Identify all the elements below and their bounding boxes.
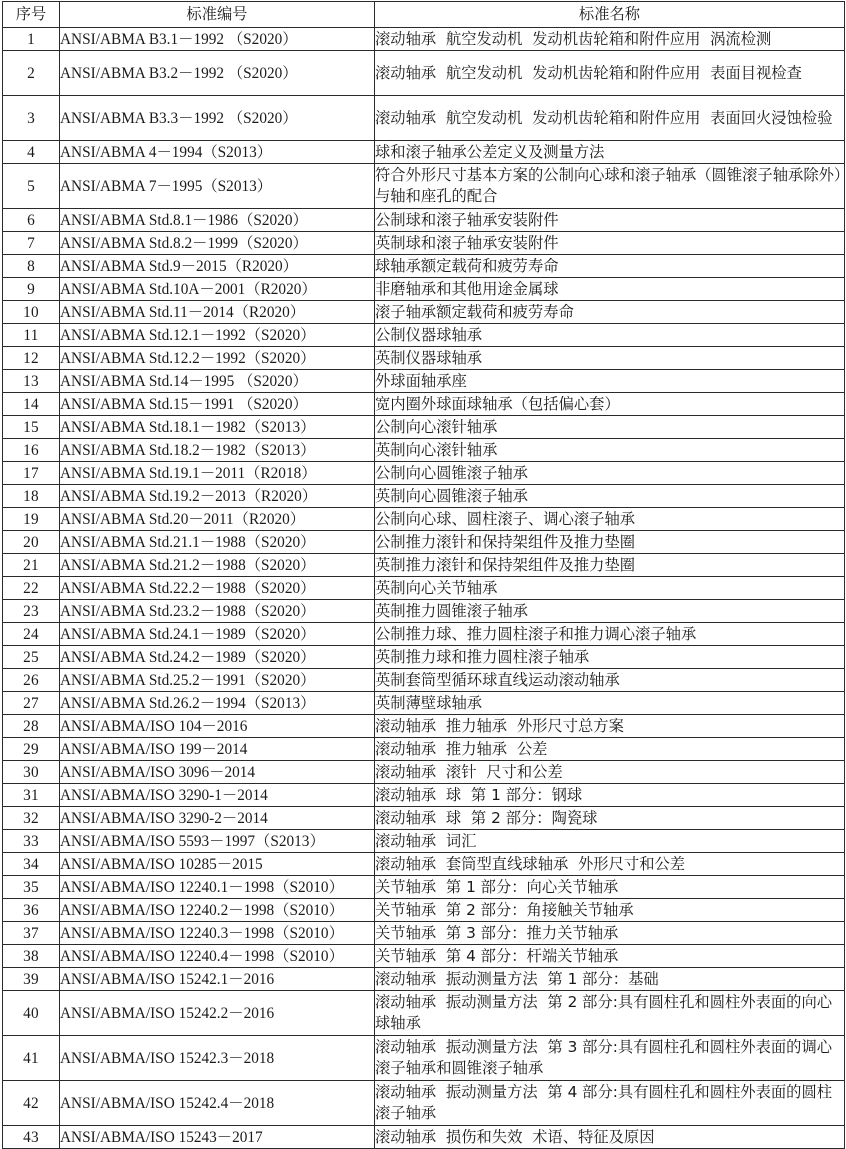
cell-standard-name: 非磨轴承和其他用途金属球 [375,278,845,301]
cell-standard-number: ANSI/ABMA Std.9－2015（R2020） [60,255,375,278]
table-row [3,531,845,554]
cell-standard-name: 球轴承额定载荷和疲劳寿命 [375,255,845,278]
cell-standard-number: ANSI/ABMA Std.14－1995 （S2020） [60,370,375,393]
cell-no: 1 [3,28,60,51]
cell-standard-name: 英制推力滚针和保持架组件及推力垫圈 [375,554,845,577]
cell-standard-name: 关节轴承 第 4 部分：杆端关节轴承 [375,945,845,968]
cell-no: 10 [3,301,60,324]
table-row [3,508,845,531]
cell-standard-number: ANSI/ABMA Std.25.2－1991（S2020） [60,669,375,692]
cell-standard-number: ANSI/ABMA Std.19.1－2011（R2018） [60,462,375,485]
table-row [3,876,845,899]
cell-standard-number: ANSI/ABMA B3.2－1992 （S2020） [60,51,375,96]
table-row [3,623,845,646]
table-row [3,416,845,439]
cell-no: 36 [3,899,60,922]
cell-standard-name: 公制推力球、推力圆柱滚子和推力调心滚子轴承 [375,623,845,646]
cell-standard-number: ANSI/ABMA Std.12.1－1992（S2020） [60,324,375,347]
table-row [3,51,845,96]
table-row [3,278,845,301]
cell-no: 15 [3,416,60,439]
cell-no: 35 [3,876,60,899]
cell-standard-name: 英制仪器球轴承 [375,347,845,370]
table-row [3,1126,845,1149]
table-row [3,370,845,393]
cell-no: 21 [3,554,60,577]
cell-standard-name: 英制向心关节轴承 [375,577,845,600]
cell-no: 4 [3,141,60,164]
column-header-name: 标准名称 [375,2,845,28]
cell-no: 41 [3,1036,60,1081]
cell-standard-number: ANSI/ABMA B3.1－1992 （S2020） [60,28,375,51]
cell-no: 40 [3,991,60,1036]
cell-no: 37 [3,922,60,945]
cell-standard-name: 滚动轴承 损伤和失效 术语、特征及原因 [375,1126,845,1149]
cell-no: 28 [3,715,60,738]
cell-standard-number: ANSI/ABMA/ISO 3290-2－2014 [60,807,375,830]
cell-standard-name: 球和滚子轴承公差定义及测量方法 [375,141,845,164]
cell-standard-name: 关节轴承 第 3 部分：推力关节轴承 [375,922,845,945]
cell-standard-name: 关节轴承 第 2 部分：角接触关节轴承 [375,899,845,922]
cell-standard-name: 滚动轴承 球 第 1 部分：钢球 [375,784,845,807]
cell-standard-name: 英制推力球和推力圆柱滚子轴承 [375,646,845,669]
table-row [3,945,845,968]
cell-standard-number: ANSI/ABMA 7－1995（S2013） [60,164,375,209]
cell-no: 23 [3,600,60,623]
cell-standard-name: 滚动轴承 滚针 尺寸和公差 [375,761,845,784]
cell-standard-name: 滚动轴承 推力轴承 公差 [375,738,845,761]
cell-standard-number: ANSI/ABMA B3.3－1992 （S2020） [60,96,375,141]
table-row [3,1081,845,1126]
table-row [3,715,845,738]
cell-standard-name: 滚动轴承 词汇 [375,830,845,853]
cell-standard-number: ANSI/ABMA Std.12.2－1992（S2020） [60,347,375,370]
cell-standard-name: 符合外形尺寸基本方案的公制向心球和滚子轴承（圆锥滚子轴承除外）与轴和座孔的配合 [375,164,845,209]
cell-no: 12 [3,347,60,370]
table-row [3,991,845,1036]
cell-standard-name: 英制向心滚针轴承 [375,439,845,462]
cell-standard-name: 滚动轴承 航空发动机 发动机齿轮箱和附件应用 表面目视检查 [375,51,845,96]
cell-standard-number: ANSI/ABMA/ISO 15242.1－2016 [60,968,375,991]
standards-table [2,1,845,1149]
cell-standard-number: ANSI/ABMA/ISO 12240.4－1998（S2010） [60,945,375,968]
cell-no: 17 [3,462,60,485]
cell-standard-name: 滚动轴承 套筒型直线球轴承 外形尺寸和公差 [375,853,845,876]
cell-no: 14 [3,393,60,416]
cell-standard-number: ANSI/ABMA Std.8.2－1999（S2020） [60,232,375,255]
cell-standard-name: 滚动轴承 航空发动机 发动机齿轮箱和附件应用 涡流检测 [375,28,845,51]
cell-standard-number: ANSI/ABMA/ISO 15242.3－2018 [60,1036,375,1081]
cell-standard-name: 滚动轴承 振动测量方法 第 1 部分：基础 [375,968,845,991]
table-row [3,784,845,807]
cell-no: 3 [3,96,60,141]
cell-standard-number: ANSI/ABMA/ISO 12240.1－1998（S2010） [60,876,375,899]
cell-standard-number: ANSI/ABMA/ISO 12240.3－1998（S2010） [60,922,375,945]
cell-standard-name: 英制球和滚子轴承安装附件 [375,232,845,255]
table-row [3,96,845,141]
table-row [3,853,845,876]
cell-standard-number: ANSI/ABMA Std.24.2－1989（S2020） [60,646,375,669]
table-row [3,324,845,347]
column-header-number: 标准编号 [60,2,375,28]
cell-no: 30 [3,761,60,784]
cell-no: 19 [3,508,60,531]
cell-no: 6 [3,209,60,232]
cell-standard-name: 英制套筒型循环球直线运动滚动轴承 [375,669,845,692]
cell-no: 39 [3,968,60,991]
cell-no: 32 [3,807,60,830]
cell-no: 38 [3,945,60,968]
table-row [3,232,845,255]
cell-standard-number: ANSI/ABMA Std.21.1－1988（S2020） [60,531,375,554]
table-row [3,738,845,761]
cell-no: 33 [3,830,60,853]
cell-standard-number: ANSI/ABMA/ISO 15242.4－2018 [60,1081,375,1126]
table-row [3,485,845,508]
table-row [3,761,845,784]
cell-no: 34 [3,853,60,876]
cell-no: 9 [3,278,60,301]
cell-standard-number: ANSI/ABMA Std.24.1－1989（S2020） [60,623,375,646]
table-row [3,255,845,278]
table-row [3,600,845,623]
table-row [3,209,845,232]
cell-no: 13 [3,370,60,393]
table-row [3,577,845,600]
table-row [3,646,845,669]
cell-standard-number: ANSI/ABMA Std.22.2－1988（S2020） [60,577,375,600]
cell-standard-number: ANSI/ABMA/ISO 12240.2－1998（S2010） [60,899,375,922]
cell-standard-name: 公制仪器球轴承 [375,324,845,347]
cell-no: 5 [3,164,60,209]
table-row [3,669,845,692]
cell-standard-name: 关节轴承 第 1 部分：向心关节轴承 [375,876,845,899]
cell-no: 7 [3,232,60,255]
cell-standard-number: ANSI/ABMA/ISO 3096－2014 [60,761,375,784]
table-header [3,2,845,28]
cell-standard-number: ANSI/ABMA/ISO 10285－2015 [60,853,375,876]
table-row [3,141,845,164]
table-row [3,899,845,922]
cell-no: 11 [3,324,60,347]
table-row [3,28,845,51]
cell-standard-number: ANSI/ABMA/ISO 15242.2－2016 [60,991,375,1036]
cell-standard-number: ANSI/ABMA 4－1994（S2013） [60,141,375,164]
cell-standard-number: ANSI/ABMA/ISO 104－2016 [60,715,375,738]
cell-no: 20 [3,531,60,554]
cell-standard-name: 滚动轴承 球 第 2 部分：陶瓷球 [375,807,845,830]
cell-standard-number: ANSI/ABMA Std.18.1－1982（S2013） [60,416,375,439]
table-row [3,462,845,485]
column-header-no: 序号 [3,2,60,28]
cell-standard-name: 滚动轴承 航空发动机 发动机齿轮箱和附件应用 表面回火浸蚀检验 [375,96,845,141]
cell-standard-name: 英制向心圆锥滚子轴承 [375,485,845,508]
cell-standard-name: 外球面轴承座 [375,370,845,393]
cell-standard-name: 公制向心圆锥滚子轴承 [375,462,845,485]
table-row [3,1036,845,1081]
table-row [3,830,845,853]
table-row [3,393,845,416]
cell-no: 8 [3,255,60,278]
cell-no: 22 [3,577,60,600]
cell-no: 25 [3,646,60,669]
cell-standard-name: 英制推力圆锥滚子轴承 [375,600,845,623]
cell-no: 2 [3,51,60,96]
cell-standard-name: 滚子轴承额定载荷和疲劳寿命 [375,301,845,324]
cell-no: 16 [3,439,60,462]
cell-no: 18 [3,485,60,508]
table-header-row [3,2,845,28]
cell-standard-number: ANSI/ABMA Std.18.2－1982（S2013） [60,439,375,462]
cell-standard-number: ANSI/ABMA Std.11－2014（R2020） [60,301,375,324]
cell-standard-name: 英制薄壁球轴承 [375,692,845,715]
cell-no: 24 [3,623,60,646]
table-row [3,439,845,462]
cell-standard-number: ANSI/ABMA/ISO 3290-1－2014 [60,784,375,807]
cell-standard-number: ANSI/ABMA/ISO 5593－1997（S2013） [60,830,375,853]
cell-standard-number: ANSI/ABMA Std.15－1991 （S2020） [60,393,375,416]
table-row [3,922,845,945]
cell-standard-name: 公制向心球、圆柱滚子、调心滚子轴承 [375,508,845,531]
cell-no: 42 [3,1081,60,1126]
table-row [3,347,845,370]
cell-standard-number: ANSI/ABMA Std.10A－2001（R2020） [60,278,375,301]
cell-standard-name: 滚动轴承 推力轴承 外形尺寸总方案 [375,715,845,738]
table-row [3,692,845,715]
table-row [3,164,845,209]
cell-standard-number: ANSI/ABMA Std.19.2－2013（R2020） [60,485,375,508]
cell-standard-number: ANSI/ABMA/ISO 15243－2017 [60,1126,375,1149]
cell-standard-number: ANSI/ABMA Std.26.2－1994（S2013） [60,692,375,715]
cell-standard-name: 宽内圈外球面球轴承（包括偏心套） [375,393,845,416]
cell-standard-name: 滚动轴承 振动测量方法 第 4 部分:具有圆柱孔和圆柱外表面的圆柱滚子轴承 [375,1081,845,1126]
cell-no: 26 [3,669,60,692]
cell-no: 31 [3,784,60,807]
cell-standard-number: ANSI/ABMA Std.23.2－1988（S2020） [60,600,375,623]
table-body [3,28,845,1149]
cell-standard-name: 公制球和滚子轴承安装附件 [375,209,845,232]
table-row [3,554,845,577]
cell-standard-number: ANSI/ABMA Std.8.1－1986（S2020） [60,209,375,232]
cell-standard-number: ANSI/ABMA/ISO 199－2014 [60,738,375,761]
cell-standard-name: 滚动轴承 振动测量方法 第 2 部分:具有圆柱孔和圆柱外表面的向心球轴承 [375,991,845,1036]
table-row [3,301,845,324]
cell-no: 27 [3,692,60,715]
table-row [3,968,845,991]
cell-standard-number: ANSI/ABMA Std.21.2－1988（S2020） [60,554,375,577]
cell-standard-name: 公制推力滚针和保持架组件及推力垫圈 [375,531,845,554]
cell-standard-name: 滚动轴承 振动测量方法 第 3 部分:具有圆柱孔和圆柱外表面的调心滚子轴承和圆锥滚子轴承 [375,1036,845,1081]
cell-standard-name: 公制向心滚针轴承 [375,416,845,439]
table-row [3,807,845,830]
cell-standard-number: ANSI/ABMA Std.20－2011（R2020） [60,508,375,531]
cell-no: 43 [3,1126,60,1149]
cell-no: 29 [3,738,60,761]
